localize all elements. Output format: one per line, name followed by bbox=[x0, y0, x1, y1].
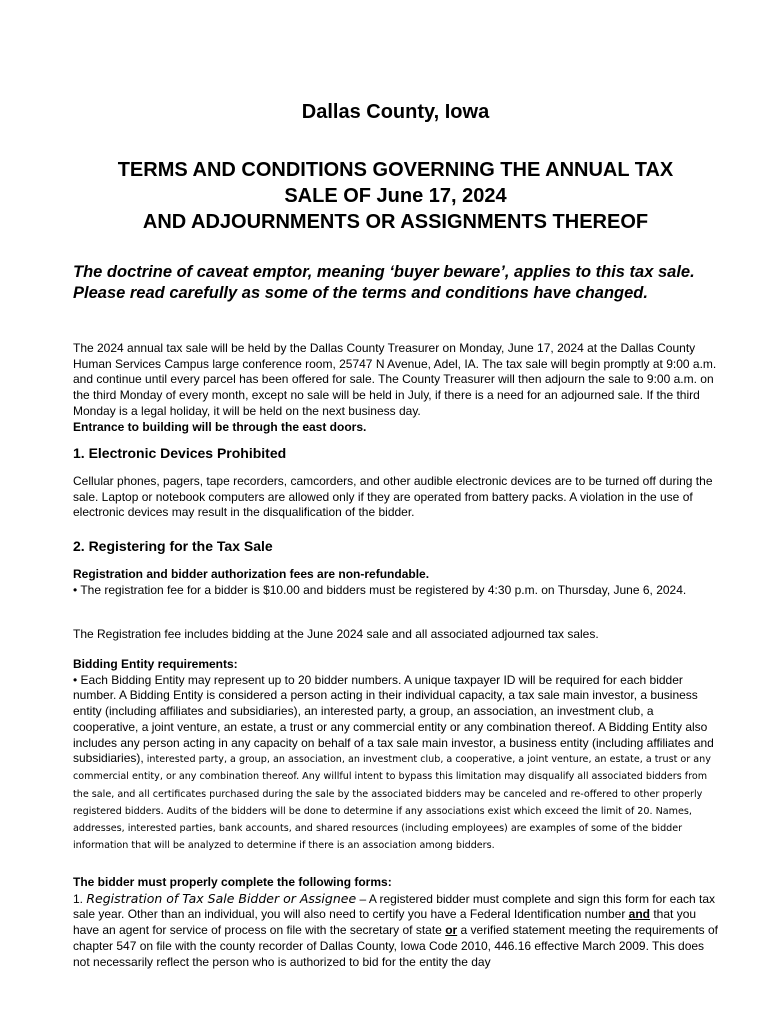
form-1-number: 1. bbox=[73, 891, 84, 906]
intro-text: The 2024 annual tax sale will be held by the Dallas County Treasurer on Monday, June 17, 2024 at the Dallas County Human Services Campus large conference room, 25747 N Avenue, Adel, IA. The tax sale will begin promptly at 9:00 a.m. and continue until every parcel has been offered for sale. The County Treasurer will then adjourn the sale to 9:00 a.m. on the third Monday of every month, except no sale will be held in July, if there is a need for an adjourned sale. If the third Monday is a legal holiday, it will be held on the next business day. bbox=[73, 341, 717, 418]
forms-heading: The bidder must properly complete the following forms: bbox=[73, 875, 392, 889]
entity-heading: Bidding Entity requirements: bbox=[73, 657, 238, 671]
fees-bullet: • The registration fee for a bidder is $10.00 and bidders must be registered by 4:30 p.m. on Thursday, June 6, 2024. bbox=[73, 582, 687, 597]
form-1-or: or bbox=[445, 923, 458, 938]
form-1-text-b: that you have an agent for service of process on file with the secretary of state bbox=[73, 907, 697, 938]
bidding-entity-requirements bbox=[73, 657, 718, 854]
fees-heading: Registration and bidder authorization fees are non-refundable. bbox=[73, 567, 430, 581]
main-title bbox=[73, 157, 718, 235]
entity-text-main: • Each Bidding Entity may represent up to 20 bidder numbers. A unique taxpayer ID will be required for each bidder number. A Bidding Entity is considered a person acting in their individual capacity, a tax sale main investor, a business entity (including affiliates and subsidiaries), an interested party, a group, an association, an investment club, a cooperative, a joint venture, an estate, a trust or any commercial entity or any combination thereof. A Bidding Entity also includes any person acting in any capacity on behalf of a tax sale main investor, a business entity (including affiliates and subsidiaries), bbox=[73, 672, 714, 766]
fee-includes-text: The Registration fee includes bidding at the June 2024 sale and all associated adjourned tax sales. bbox=[73, 627, 599, 641]
county-title: Dallas County, Iowa bbox=[301, 101, 490, 123]
intro-paragraph bbox=[73, 341, 718, 435]
form-1-text-c: a verified statement meeting the requirements of chapter 547 on file with the county recorder of Dallas County, Iowa Code 2010, 446.16 effective March 2009. This does not necessarily reflect the person who is authorized to bid for the entity the day bbox=[73, 923, 719, 969]
form-1-text-a: – A registered bidder must complete and sign this form for each tax sale year. Other than an individual, you will also need to certify you have a Federal Identification number bbox=[73, 891, 716, 922]
form-1-name: Registration of Tax Sale Bidder or Assignee bbox=[86, 890, 357, 906]
main-title-line-1: TERMS AND CONDITIONS GOVERNING THE ANNUAL TAX bbox=[117, 159, 674, 181]
main-title-line-3: AND ADJOURNMENTS OR ASSIGNMENTS THEREOF bbox=[142, 211, 649, 233]
form-1-and: and bbox=[628, 907, 651, 922]
caveat-emptor-notice: The doctrine of caveat emptor, meaning ‘buyer beware’, applies to this tax sale. Please read carefully as some of the terms and conditions have changed. bbox=[73, 263, 695, 302]
section-2-heading: 2. Registering for the Tax Sale bbox=[73, 538, 273, 554]
section-1-text: Cellular phones, pagers, tape recorders, camcorders, and other audible electronic devices are to be turned off during the sale. Laptop or notebook computers are allowed only if they are operated from battery packs. A violation in the use of electronic devices may result in the disqualification of the bidder. bbox=[73, 474, 713, 520]
required-forms bbox=[73, 875, 718, 970]
section-1-heading: 1. Electronic Devices Prohibited bbox=[73, 445, 287, 461]
entity-text-continued: interested party, a group, an association, an investment club, a cooperative, a joint venture, an estate, a trust or any commercial entity, or any combination thereof. Any willful intent to bypass this limitation may disqualify all associated bidders from the sale, and all certificates purchased during the sale by the associated bidders may be canceled and re-offered to other properly registered bidders. Audits of the bidders will be done to determine if any associations exist which exceed the limit of 20. Names, addresses, interested parties, bank accounts, and shared resources (including employees) are examples of some of the bidder information that will be analyzed to determine if there is an association among bidders. bbox=[73, 754, 711, 852]
main-title-line-2: SALE OF June 17, 2024 bbox=[284, 185, 507, 207]
registration-fees bbox=[73, 567, 718, 598]
entrance-notice: Entrance to building will be through the east doors. bbox=[73, 419, 367, 434]
